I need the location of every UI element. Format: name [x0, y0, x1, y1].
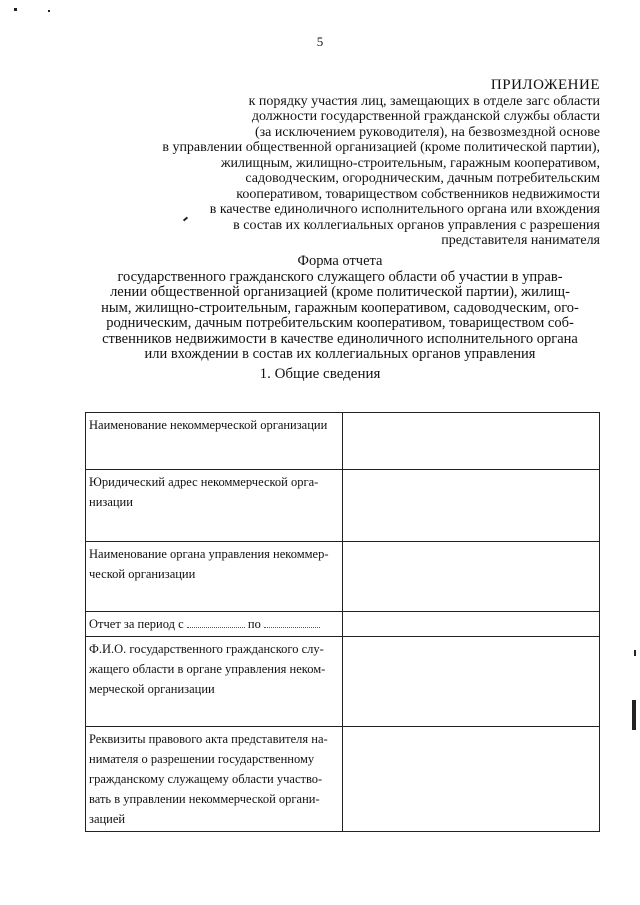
section-title: 1. Общие сведения [259, 366, 381, 382]
form-title: Форма отчета [297, 253, 383, 269]
table-row [86, 413, 600, 470]
label-text: Ф.И.О. государственного гражданского слу- жащего области в органе управления неком- мерческой организации [89, 642, 326, 696]
scan-speck [634, 650, 636, 656]
table-row [86, 542, 600, 612]
period-to-field[interactable] [264, 617, 320, 628]
table-row [86, 637, 600, 727]
legal-act-field[interactable] [343, 727, 600, 832]
appendix-line: в управлении общественной организацией (кроме политической партии), [162, 140, 600, 155]
org-name-field[interactable] [343, 413, 600, 470]
row-label-employee-name [86, 637, 343, 727]
scan-speck [14, 8, 17, 11]
table-row [86, 727, 600, 832]
scan-speck [632, 700, 636, 730]
form-subtitle-line: родническим, дачным потребительским кооперативом, товариществом соб- [106, 315, 574, 331]
report-period-field[interactable] [343, 612, 600, 637]
row-label-legal-act [86, 727, 343, 832]
form-heading [80, 254, 600, 363]
row-label-org-name [86, 413, 343, 470]
scan-speck [48, 10, 50, 12]
page-number: 5 [316, 34, 324, 49]
form-subtitle-line: ным, жилищно-строительным, гаражным кооперативом, садоводческим, ого- [101, 299, 579, 316]
general-info-table [85, 412, 600, 832]
governing-body-field[interactable] [343, 542, 600, 612]
table-row [86, 470, 600, 542]
label-text: Наименование некоммерческой организации [89, 418, 328, 432]
label-text: Реквизиты правового акта представителя на- нимателя о разрешении государственному гражданскому служащему области участво- вать в управлении некоммерческой органи- зацией [89, 732, 328, 826]
appendix-line: (за исключением руководителя), на безвозмездной основе [254, 124, 600, 140]
legal-address-field[interactable] [343, 470, 600, 542]
appendix-line: садоводческим, огородническим, дачным потребительским [245, 171, 600, 186]
period-from-label: Отчет за период с [89, 617, 184, 631]
period-from-field[interactable] [187, 617, 245, 628]
row-label-governing-body [86, 542, 343, 612]
appendix-line: должности государственной гражданской службы области [251, 109, 600, 124]
form-subtitle-line: государственного гражданского служащего области об участии в управ- [117, 268, 563, 285]
appendix-line: представителя нанимателя [441, 233, 600, 248]
appendix-line: в качестве единоличного исполнительного органа или вхождения [209, 202, 600, 217]
form-subtitle-line: ственников недвижимости в качестве единоличного исполнительного органа [102, 330, 578, 347]
row-label-legal-address [86, 470, 343, 542]
appendix-line: кооперативом, товариществом собственников недвижимости [236, 186, 600, 202]
appendix-line: к порядку участия лиц, замещающих в отделе загс области [248, 93, 600, 109]
label-text: Юридический адрес некоммерческой орга- низации [89, 475, 319, 509]
employee-name-field[interactable] [343, 637, 600, 727]
row-label-report-period [86, 612, 343, 637]
appendix-header [162, 78, 600, 249]
form-subtitle-line: или вхождении в состав их коллегиальных органов управления [144, 346, 536, 362]
period-to-label: по [247, 617, 261, 631]
appendix-line: в состав их коллегиальных органов управления с разрешения [233, 217, 600, 233]
form-subtitle-line: лении общественной организацией (кроме политической партии), жилищ- [110, 284, 570, 300]
appendix-line: жилищным, жилищно-строительным, гаражным кооперативом, [220, 155, 600, 171]
label-text: Наименование органа управления некоммер- ческой организации [89, 547, 329, 581]
table-row [86, 612, 600, 637]
appendix-title: ПРИЛОЖЕНИЕ [490, 77, 600, 93]
